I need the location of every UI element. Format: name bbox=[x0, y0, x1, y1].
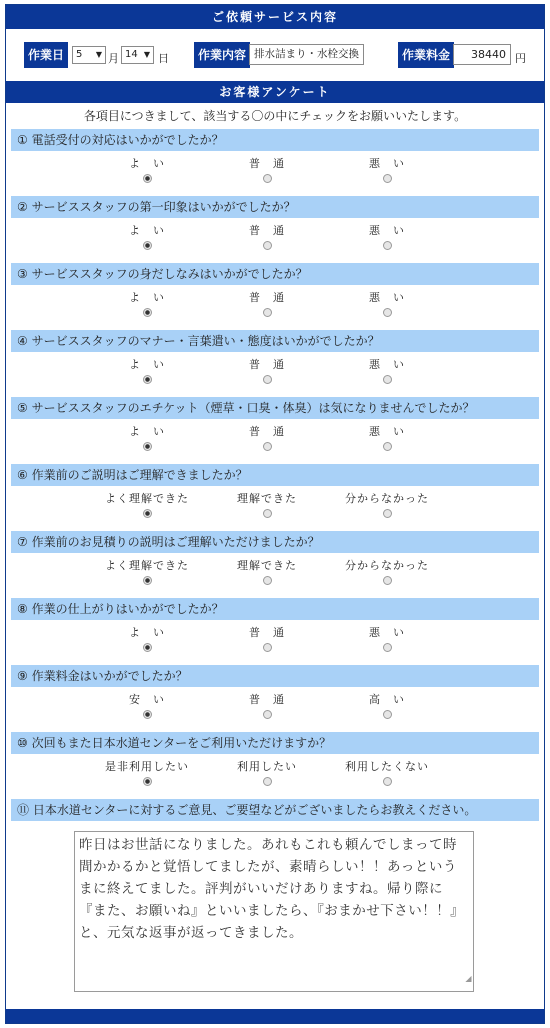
option-3[interactable] bbox=[327, 224, 447, 250]
work-date-label: 作業日 bbox=[24, 42, 68, 68]
month-unit: 月 bbox=[108, 52, 119, 65]
option-3[interactable] bbox=[327, 492, 447, 518]
radio-button[interactable] bbox=[383, 777, 392, 786]
service-details-row bbox=[6, 29, 544, 81]
question-label: ⑥ 作業前のご説明はご理解できましたか？ bbox=[11, 464, 539, 486]
question-7 bbox=[6, 531, 544, 598]
option-3[interactable] bbox=[327, 291, 447, 317]
option-1[interactable] bbox=[87, 157, 207, 183]
radio-button[interactable] bbox=[383, 643, 392, 652]
option-2[interactable] bbox=[207, 157, 327, 183]
option-label: 悪 い bbox=[369, 224, 405, 237]
option-1[interactable] bbox=[87, 626, 207, 652]
option-label: よ い bbox=[129, 224, 165, 237]
question-label: ② サービススタッフの第一印象はいかがでしたか？ bbox=[11, 196, 539, 218]
question-9 bbox=[6, 665, 544, 732]
option-group bbox=[6, 224, 546, 258]
radio-button[interactable] bbox=[143, 308, 152, 317]
question-6 bbox=[6, 464, 544, 531]
comment-textarea[interactable] bbox=[74, 831, 474, 992]
option-label: よ い bbox=[129, 425, 165, 438]
option-3[interactable] bbox=[327, 760, 447, 786]
option-label: 利用したくない bbox=[345, 760, 429, 773]
fee-unit: 円 bbox=[515, 52, 526, 65]
radio-button[interactable] bbox=[263, 308, 272, 317]
question-3 bbox=[6, 263, 544, 330]
option-2[interactable] bbox=[207, 693, 327, 719]
option-label: 理解できた bbox=[237, 559, 297, 572]
work-fee-label: 作業料金 bbox=[398, 42, 454, 68]
radio-button[interactable] bbox=[383, 710, 392, 719]
radio-button[interactable] bbox=[263, 174, 272, 183]
option-group bbox=[6, 425, 546, 459]
option-2[interactable] bbox=[207, 559, 327, 585]
radio-button[interactable] bbox=[263, 509, 272, 518]
option-1[interactable] bbox=[87, 492, 207, 518]
question-label: ① 電話受付の対応はいかがでしたか？ bbox=[11, 129, 539, 151]
survey-intro: 各項目につきまして、該当する〇の中にチェックをお願いいたします。 bbox=[83, 109, 467, 123]
question-label: ⑧ 作業の仕上がりはいかがでしたか？ bbox=[11, 598, 539, 620]
option-2[interactable] bbox=[207, 291, 327, 317]
option-label: 悪 い bbox=[369, 425, 405, 438]
question-list bbox=[6, 129, 544, 799]
question-1 bbox=[6, 129, 544, 196]
radio-button[interactable] bbox=[143, 241, 152, 250]
survey-section-header: お客様アンケート bbox=[6, 81, 544, 103]
radio-button[interactable] bbox=[263, 710, 272, 719]
radio-button[interactable] bbox=[383, 576, 392, 585]
option-label: 分からなかった bbox=[345, 559, 429, 572]
option-3[interactable] bbox=[327, 559, 447, 585]
option-label: 普 通 bbox=[249, 224, 285, 237]
footer-bar bbox=[6, 1009, 544, 1023]
option-label: 普 通 bbox=[249, 157, 285, 170]
radio-button[interactable] bbox=[143, 777, 152, 786]
option-label: よ い bbox=[129, 291, 165, 304]
option-label: 普 通 bbox=[249, 358, 285, 371]
option-label: 理解できた bbox=[237, 492, 297, 505]
month-select[interactable] bbox=[72, 46, 106, 64]
question-10 bbox=[6, 732, 544, 799]
radio-button[interactable] bbox=[143, 576, 152, 585]
option-3[interactable] bbox=[327, 693, 447, 719]
option-1[interactable] bbox=[87, 291, 207, 317]
day-value: 14 bbox=[125, 49, 138, 60]
chevron-down-icon: ▼ bbox=[143, 50, 150, 59]
option-label: よ い bbox=[129, 157, 165, 170]
option-label: 利用したい bbox=[237, 760, 297, 773]
option-1[interactable] bbox=[87, 559, 207, 585]
question-label: ⑦ 作業前のお見積りの説明はご理解いただけましたか？ bbox=[11, 531, 539, 553]
question-11 bbox=[6, 799, 544, 1009]
radio-button[interactable] bbox=[383, 509, 392, 518]
question-label: ⑩ 次回もまた日本水道センターをご利用いただけますか？ bbox=[11, 732, 539, 754]
question-label: ⑪ 日本水道センターに対するご意見、ご要望などがございましたらお教えください。 bbox=[11, 799, 539, 821]
option-group bbox=[6, 291, 546, 325]
option-label: 悪 い bbox=[369, 358, 405, 371]
option-label: よ い bbox=[129, 358, 165, 371]
question-label: ⑨ 作業料金はいかがでしたか？ bbox=[11, 665, 539, 687]
option-3[interactable] bbox=[327, 626, 447, 652]
radio-button[interactable] bbox=[263, 442, 272, 451]
day-select[interactable] bbox=[121, 46, 154, 64]
option-label: 悪 い bbox=[369, 291, 405, 304]
resize-handle-icon[interactable]: ◢ bbox=[465, 974, 472, 983]
radio-button[interactable] bbox=[143, 643, 152, 652]
question-label: ④ サービススタッフのマナー・言葉遣い・態度はいかがでしたか？ bbox=[11, 330, 539, 352]
radio-button[interactable] bbox=[263, 576, 272, 585]
question-label: ③ サービススタッフの身だしなみはいかがでしたか？ bbox=[11, 263, 539, 285]
option-group bbox=[6, 358, 546, 392]
option-2[interactable] bbox=[207, 626, 327, 652]
work-content-field[interactable]: 排水詰まり・水栓交換 bbox=[249, 44, 364, 65]
month-value: 5 bbox=[76, 49, 83, 60]
radio-button[interactable] bbox=[143, 509, 152, 518]
option-2[interactable] bbox=[207, 492, 327, 518]
option-label: よ い bbox=[129, 626, 165, 639]
option-label: 悪 い bbox=[369, 626, 405, 639]
option-label: 是非利用したい bbox=[105, 760, 189, 773]
radio-button[interactable] bbox=[383, 375, 392, 384]
radio-button[interactable] bbox=[263, 777, 272, 786]
question-4 bbox=[6, 330, 544, 397]
option-3[interactable] bbox=[327, 425, 447, 451]
option-group bbox=[6, 559, 546, 593]
radio-button[interactable] bbox=[263, 241, 272, 250]
radio-button[interactable] bbox=[263, 643, 272, 652]
option-1[interactable] bbox=[87, 760, 207, 786]
option-label: 悪 い bbox=[369, 157, 405, 170]
radio-button[interactable] bbox=[143, 710, 152, 719]
option-group bbox=[6, 760, 546, 794]
radio-button[interactable] bbox=[383, 442, 392, 451]
option-label: よく理解できた bbox=[105, 559, 189, 572]
work-fee-field[interactable]: 38440 bbox=[453, 44, 511, 65]
question-8 bbox=[6, 598, 544, 665]
question-label: ⑤ サービススタッフのエチケット（煙草・口臭・体臭）は気になりませんでしたか？ bbox=[11, 397, 539, 419]
radio-button[interactable] bbox=[143, 375, 152, 384]
radio-button[interactable] bbox=[383, 174, 392, 183]
option-3[interactable] bbox=[327, 358, 447, 384]
radio-button[interactable] bbox=[263, 375, 272, 384]
option-label: 普 通 bbox=[249, 693, 285, 706]
option-1[interactable] bbox=[87, 224, 207, 250]
question-2 bbox=[6, 196, 544, 263]
option-3[interactable] bbox=[327, 157, 447, 183]
option-label: 普 通 bbox=[249, 425, 285, 438]
option-label: 普 通 bbox=[249, 626, 285, 639]
radio-button[interactable] bbox=[143, 174, 152, 183]
option-group bbox=[6, 492, 546, 526]
option-group bbox=[6, 157, 546, 191]
question-5 bbox=[6, 397, 544, 464]
option-group bbox=[6, 693, 546, 727]
option-2[interactable] bbox=[207, 760, 327, 786]
option-label: 高 い bbox=[369, 693, 405, 706]
service-section-header: ご依頼サービス内容 bbox=[6, 5, 544, 29]
radio-button[interactable] bbox=[383, 241, 392, 250]
radio-button[interactable] bbox=[383, 308, 392, 317]
work-content-label: 作業内容 bbox=[194, 42, 250, 68]
option-2[interactable] bbox=[207, 358, 327, 384]
option-2[interactable] bbox=[207, 224, 327, 250]
option-1[interactable] bbox=[87, 358, 207, 384]
survey-form bbox=[5, 4, 545, 1024]
option-1[interactable] bbox=[87, 425, 207, 451]
option-1[interactable] bbox=[87, 693, 207, 719]
option-label: よく理解できた bbox=[105, 492, 189, 505]
option-group bbox=[6, 626, 546, 660]
option-2[interactable] bbox=[207, 425, 327, 451]
radio-button[interactable] bbox=[143, 442, 152, 451]
day-unit: 日 bbox=[158, 52, 169, 65]
comment-text: 昨日はお世話になりました。あれもこれも頼んでしまって時間かかるかと覚悟してましたが、素晴らしい！！あっというまに終えてました。評判がいいだけありますね。帰り際に『また、お願いね』といいましたら、『おまかせ下さい！！』 と、元気な返事が返ってきました。 bbox=[79, 837, 472, 941]
option-label: 安 い bbox=[129, 693, 165, 706]
option-label: 普 通 bbox=[249, 291, 285, 304]
option-label: 分からなかった bbox=[345, 492, 429, 505]
chevron-down-icon: ▼ bbox=[95, 50, 102, 59]
